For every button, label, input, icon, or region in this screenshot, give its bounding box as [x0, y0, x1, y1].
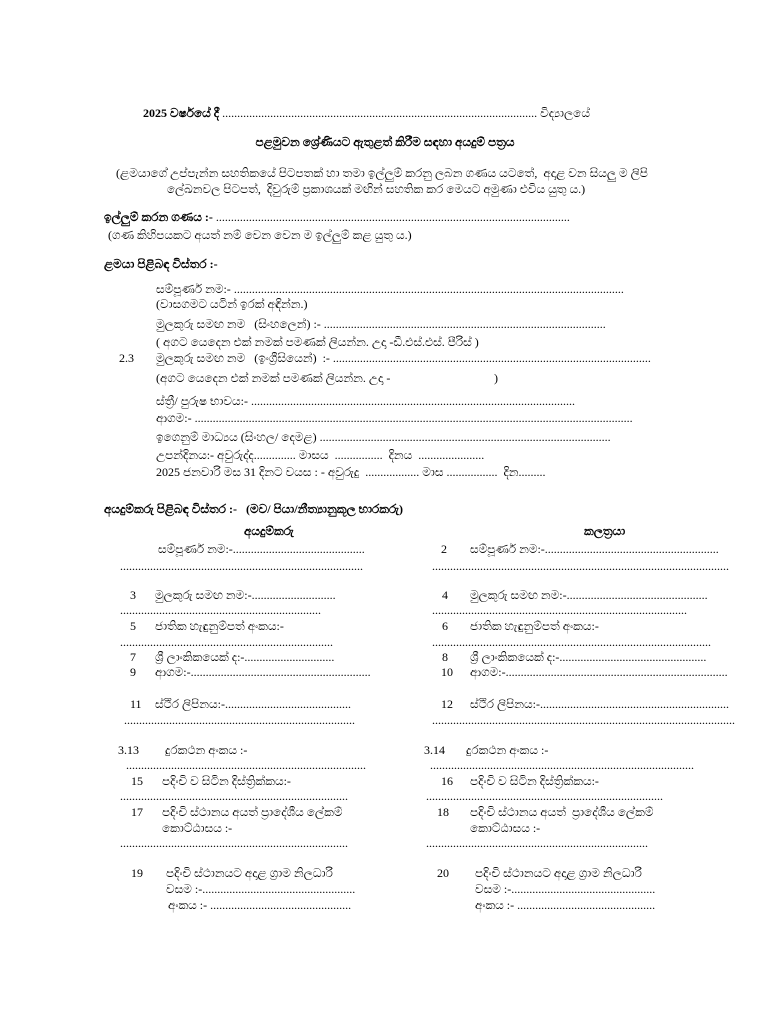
school-year-line — [143, 105, 760, 123]
applicant-column-title: අයදුම්කරු — [244, 524, 294, 538]
child-gender-blank: ............................................................................................................ — [250, 394, 575, 408]
child-religion-label: ආගම:- — [156, 411, 192, 425]
applicant-gn-division-number: අංකය :- ............................................... — [168, 898, 352, 912]
item-number-10: 10 — [441, 665, 453, 679]
item-number-11: 11 — [130, 697, 142, 711]
category-label: ඉල්ලුම් කරන ගණය :- — [104, 210, 213, 224]
applicant-phone-label: දුරකථන අංකය :- — [165, 743, 248, 757]
item-number-12: 12 — [441, 697, 453, 711]
spouse-nic-label: ජාතික හැඳුනුම්පත් අංකය:- — [470, 619, 599, 633]
spouse-phone-label: දුරකථන අංකය :- — [466, 743, 549, 757]
school-name-blank: ......................................................................................................... — [222, 106, 538, 120]
spouse-phone-blank: ........................................................................................ — [430, 758, 694, 772]
child-religion-blank: .................................................................................................................................................. — [194, 411, 633, 425]
item-number-16: 16 — [441, 774, 453, 788]
child-medium-label: ඉගෙනුම් මාධ්‍යය (සිංහල/ දෙමළ) — [156, 430, 317, 444]
child-gender-label: ස්ත්‍රී/ පුරුෂ භාවය:- — [156, 394, 248, 408]
applicant-address-label: ස්ථිර ලිපිනය:-.......................................... — [155, 697, 351, 711]
spouse-nic-blank: ............................................................................................. — [432, 635, 711, 649]
spouse-address-blank: ..................................................................................................... — [432, 713, 735, 727]
applicant-initials-name-blank: ................................................................... — [120, 603, 321, 617]
spouse-ds-division-blank: .......................................................................... — [426, 836, 648, 850]
applicant-ds-division-label-cont: කොට්ඨාසය :- — [162, 821, 233, 835]
child-age-line: 2025 ජනවාරි මස 31 දිනට වයස : - අවුරුදු .................. මාස ................. දින......... — [156, 465, 546, 479]
instruction-line-2: ලේඛනවල පිටපත්, දිවුරුම් ප්‍රකාශයක් මඟින් සහතික කර මෙයට අමුණා එවිය යුතු ය.) — [166, 182, 586, 196]
applicant-religion-label: ආගම:-............................................................ — [155, 665, 371, 679]
item-number-8: 8 — [442, 650, 448, 664]
item-number-19: 19 — [131, 866, 143, 880]
initials-english-note: (අගට යෙදෙන එක් නමක් පමණක් ලියන්න. උදා - — [156, 371, 391, 385]
applicant-gn-division-label: පදිංචි ස්ථානයට අදාළ ග්‍රාම නිලධාරි — [166, 866, 333, 880]
child-date-of-birth-line: උපන්දිනය:- අවුරුද්ද.............. මාසය ................ දිනය ...................... — [156, 448, 485, 462]
applicant-address-blank: ............................................................................. — [124, 713, 355, 727]
item-number-7: 7 — [130, 650, 136, 664]
child-medium-blank: ................................................................................................. — [319, 430, 611, 444]
spouse-gn-division-label: පදිංචි ස්ථානයට අදාළ ග්‍රාම නිලධාරි — [475, 866, 642, 880]
item-number-3: 3 — [130, 588, 136, 602]
spouse-religion-label: ආගම:-.......................................................................... — [470, 665, 728, 679]
child-initials-sinhala-line — [156, 316, 760, 334]
year-label: 2025 වර්ෂයේ දී — [143, 106, 220, 120]
spouse-full-name-blank: ................................................................................................... — [432, 559, 729, 573]
applicant-district-blank: ............................................................................ — [120, 789, 348, 803]
spouse-district-blank: ............................................................................... — [426, 789, 663, 803]
spouse-full-name-label: සම්පූර්ණ නම:-.......................................................... — [470, 542, 719, 556]
spouse-district-label: පදිංචි ව සිටින දිස්ත්‍රික්කය:- — [470, 774, 599, 788]
child-religion-line — [156, 410, 760, 428]
applicant-nic-blank: ....................................................................... — [120, 635, 333, 649]
spouse-ds-division-label-cont: කොට්ඨාසය :- — [470, 821, 541, 835]
spouse-gn-division-number: අංකය :- .............................................. — [475, 898, 656, 912]
category-line — [104, 209, 760, 227]
item-number-2: 2 — [441, 542, 447, 556]
applicant-ds-division-label: පදිංචි ස්ථානය අයත් ප්‍රාදේශීය ලේකම් — [162, 805, 343, 819]
spouse-ds-division-label: පදිංචි ස්ථානය අයත් ප්‍රාදේශීය ලේකම් — [470, 805, 654, 819]
applicant-phone-blank: ................................................................................ — [126, 758, 366, 772]
child-gender-line — [156, 393, 760, 411]
applicant-details-heading: අයදුම්කරු පිළිබඳ විස්තර :- (මව/ පියා/නීත්‍යානුකූල භාරකරු) — [104, 502, 404, 516]
spouse-address-label: ස්ථිර ලිපිනය:-............................................................... — [470, 697, 729, 711]
item-number-3-13: 3.13 — [118, 743, 139, 757]
category-note: (ගණ කිහිපයකට අයත් නම් වෙන වෙන ම ඉල්ලුම් කළ යුතු ය.) — [108, 228, 412, 242]
item-number-18: 18 — [437, 805, 449, 819]
child-initials-english-blank: .......................................................................................................... — [332, 351, 651, 365]
spouse-column-title: කලත්‍රයා — [584, 524, 626, 538]
applicant-citizenship-label: ශ්‍රී ලාංකිකයෙක් ද:-.............................. — [155, 650, 335, 664]
child-full-name-label: සම්පූර්ණ නම:- — [156, 282, 231, 296]
applicant-full-name-blank: ................................................................................. — [120, 559, 363, 573]
child-medium-line — [156, 429, 760, 447]
child-initials-english-line — [156, 350, 760, 368]
category-blank: ...................................................................................................................... — [215, 210, 570, 224]
instruction-line-1: (ළමයාගේ උප්පැන්න සහතිකයේ පිටපතක් හා තමා ඉල්ලුම් කරනු ලබන ගණය යටතේ, අදාළ වන සියලු ම ලිපි — [116, 166, 648, 180]
applicant-full-name-label: සම්පූර්ණ නම:-............................................ — [158, 542, 365, 556]
spouse-gn-division-name: වසම :-................................................ — [475, 882, 656, 896]
child-initials-sinhala-label: මුලකුරු සමඟ නම (සිංහලෙන්) :- — [156, 317, 321, 331]
spouse-initials-name-label: මුලකුරු සමඟ නම:-............................................... — [470, 588, 708, 602]
child-initials-sinhala-blank: .............................................................................................. — [323, 317, 606, 331]
applicant-district-label: පදිංචි ව සිටින දිස්ත්‍රික්කය:- — [162, 774, 291, 788]
child-initials-english-label: මුලකුරු සමඟ නම (ඉංග්‍රීසියෙන්) :- — [156, 351, 330, 365]
item-number-17: 17 — [131, 805, 143, 819]
spouse-citizenship-label: ශ්‍රී ලාංකිකයෙක් ද:-................................................. — [470, 650, 707, 664]
child-full-name-blank: .................................................................................................................................. — [233, 282, 624, 296]
surname-underline-note: (වාසගමට යටින් ඉරක් අඳින්න.) — [156, 297, 308, 311]
applicant-nic-label: ජාතික හැඳුනුම්පත් අංකය:- — [155, 619, 284, 633]
child-details-heading: ළමයා පිළිබඳ විස්තර :- — [104, 257, 218, 271]
applicant-initials-name-label: මුලකුරු සමඟ නම:-............................ — [155, 588, 336, 602]
item-number-15: 15 — [131, 774, 143, 788]
form-title: පළමුවන ශ්‍රේණියට ඇතුළත් කිරීම සඳහා අයදුම් පත්‍රය — [255, 135, 515, 149]
initials-sinhala-note: ( අගට යෙදෙන එක් නමක් පමණක් ලියන්න. උදා -ඩී.එස්.එස්. පීරිස් ) — [156, 335, 479, 349]
applicant-gn-division-name: වසම :-................................................... — [166, 882, 356, 896]
item-number-6: 6 — [442, 619, 448, 633]
item-number-4: 4 — [442, 588, 448, 602]
spouse-initials-name-blank: ..................................................................................... — [432, 603, 687, 617]
item-number-3-14: 3.14 — [424, 743, 445, 757]
initials-english-note-close: ) — [494, 371, 498, 385]
applicant-ds-division-blank: ............................................................................ — [120, 836, 348, 850]
item-number-5: 5 — [130, 619, 136, 633]
school-label: විද්‍යාලයේ — [540, 106, 590, 120]
item-number-2-3: 2.3 — [119, 351, 134, 365]
item-number-20: 20 — [437, 866, 449, 880]
item-number-9: 9 — [130, 665, 136, 679]
